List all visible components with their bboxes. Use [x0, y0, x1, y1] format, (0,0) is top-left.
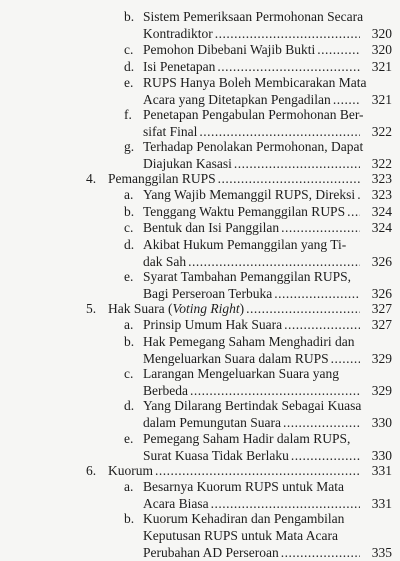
toc-page-number: 329	[371, 351, 392, 366]
toc-marker: a.	[124, 479, 134, 494]
toc-marker: 6.	[86, 463, 97, 478]
toc-page-number: 326	[371, 254, 392, 269]
toc-page-number: 323	[371, 171, 392, 186]
toc-marker: b.	[124, 511, 135, 526]
toc-title-text: Pemohon Dibebani Wajib Bukti	[143, 42, 316, 57]
toc-title-line	[143, 8, 362, 25]
toc-title-line	[108, 170, 362, 187]
toc-marker: a.	[124, 187, 134, 202]
toc-leader-dots	[357, 186, 360, 203]
toc-title-line	[108, 300, 362, 317]
toc-title-line	[143, 74, 367, 91]
toc-marker: d.	[124, 237, 135, 252]
toc-marker: d.	[124, 398, 135, 413]
toc-leader-dots	[347, 203, 360, 220]
toc-title-text: sifat Final	[143, 124, 198, 139]
toc-page-number: 335	[371, 545, 392, 560]
toc-title-line	[143, 316, 362, 333]
toc-subsection	[0, 236, 400, 270]
toc-title-line	[143, 414, 362, 431]
toc-leader-dots	[281, 544, 360, 561]
toc-title-text: Pemegang Saham Hadir dalam RUPS,	[143, 431, 351, 446]
toc-marker: b.	[124, 334, 135, 349]
toc-subsection	[0, 219, 400, 236]
toc-leader-dots	[215, 25, 360, 42]
toc-title-text: Hak Suara (Voting Right)	[108, 301, 245, 316]
toc-page-number: 330	[371, 415, 392, 430]
toc-subsection	[0, 316, 400, 333]
toc-page-number: 320	[371, 42, 392, 57]
toc-title-text: Kuorum	[108, 463, 153, 478]
toc-title-line	[143, 203, 362, 220]
toc-title-text: Yang Wajib Memanggil RUPS, Direksi	[143, 187, 356, 202]
toc-leader-dots	[283, 414, 360, 431]
toc-title-line	[143, 478, 362, 495]
toc-title-line	[143, 186, 362, 203]
toc-page-number: 331	[371, 496, 392, 511]
toc-subsection	[0, 106, 400, 140]
toc-subsection	[0, 430, 400, 464]
toc-marker: e.	[124, 269, 134, 284]
toc-title-line	[108, 462, 362, 479]
toc-title-line	[143, 365, 362, 382]
toc-section	[0, 462, 400, 479]
toc-title-text: Syarat Tambahan Pemanggilan RUPS,	[143, 269, 352, 284]
toc-leader-dots	[155, 462, 360, 479]
toc-page-number: 320	[371, 26, 392, 41]
toc-title-text: Larangan Mengeluarkan Suara yang	[143, 366, 340, 381]
toc-title-line	[143, 219, 362, 236]
toc-title-text: dalam Pemungutan Suara	[143, 415, 281, 430]
toc-title-text: Diajukan Kasasi	[143, 156, 232, 171]
toc-title-line	[143, 58, 362, 75]
toc-title-text: Kontradiktor	[143, 26, 213, 41]
toc-marker: e.	[124, 431, 134, 446]
toc-marker: f.	[124, 107, 132, 122]
toc-page-number: 322	[371, 156, 392, 171]
toc-title-line	[143, 268, 362, 285]
toc-subsection	[0, 186, 400, 203]
toc-title-text: Akibat Hukum Pemanggilan yang Ti-	[143, 237, 347, 252]
toc-subsection	[0, 333, 400, 367]
toc-page-number: 321	[371, 59, 392, 74]
toc-page-number: 324	[371, 204, 392, 219]
toc-page-number: 329	[371, 383, 392, 398]
toc-marker: d.	[124, 59, 135, 74]
toc-page-number: 324	[371, 220, 392, 235]
toc-marker: a.	[124, 317, 134, 332]
toc-title-text: Prinsip Umum Hak Suara	[143, 317, 283, 332]
toc-marker: b.	[124, 204, 135, 219]
toc-title-text: Berbeda	[143, 383, 188, 398]
toc-title-text: Sistem Pemeriksaan Permohonan Secara	[143, 9, 364, 24]
toc-title-line	[143, 397, 362, 414]
toc-subsection	[0, 510, 400, 561]
toc-title-text: Bagi Perseroan Terbuka	[143, 286, 273, 301]
toc-marker: c.	[124, 366, 134, 381]
toc-subsection	[0, 268, 400, 302]
toc-title-text: Bentuk dan Isi Panggilan	[143, 220, 280, 235]
toc-title-text: Acara Biasa	[143, 496, 209, 511]
toc-title-line	[143, 510, 362, 527]
toc-title-line	[143, 106, 362, 123]
toc-title-line	[143, 527, 362, 544]
toc-leader-dots	[284, 316, 360, 333]
toc-section	[0, 300, 400, 317]
toc-title-line	[143, 236, 362, 253]
toc-title-text: Kuorum Kehadiran dan Pengambilan	[143, 511, 345, 526]
toc-title-text: dak Sah	[143, 254, 187, 269]
toc-title-line	[143, 25, 362, 42]
toc-title-text: Yang Dilarang Bertindak Sebagai Kuasa	[143, 398, 362, 413]
toc-page-number: 322	[371, 124, 392, 139]
toc-leader-dots	[218, 170, 360, 187]
toc-page-number: 331	[371, 463, 392, 478]
toc-subsection	[0, 58, 400, 75]
toc-italic-term: Voting Right	[172, 301, 240, 316]
toc-title-text: Keputusan RUPS untuk Mata Acara	[143, 528, 338, 543]
toc-subsection	[0, 41, 400, 58]
toc-page-number: 327	[371, 301, 392, 316]
toc-subsection	[0, 365, 400, 399]
toc-marker: 4.	[86, 171, 97, 186]
toc-title-line	[143, 430, 362, 447]
toc-leader-dots	[217, 58, 360, 75]
toc-leader-dots	[281, 219, 360, 236]
toc-title-text: Besarnya Kuorum RUPS untuk Mata	[143, 479, 344, 494]
toc-marker: b.	[124, 9, 135, 24]
toc-subsection	[0, 397, 400, 431]
toc-title-text: Pemanggilan RUPS	[108, 171, 216, 186]
toc-title-text: Perubahan AD Perseroan	[143, 545, 279, 560]
toc-title-text: Isi Penetapan	[143, 59, 216, 74]
toc-page-number: 323	[371, 187, 392, 202]
toc-page-number: 327	[371, 317, 392, 332]
toc-title-text: Acara yang Ditetapkan Pengadilan	[143, 92, 331, 107]
toc-title-text: Tenggang Waktu Pemanggilan RUPS	[143, 204, 346, 219]
toc-title-line	[143, 138, 362, 155]
toc-leader-dots	[246, 300, 360, 317]
toc-title-text: Penetapan Pengabulan Permohonan Ber-	[143, 107, 364, 122]
toc-marker: c.	[124, 42, 134, 57]
toc-marker: e.	[124, 75, 134, 90]
toc-subsection	[0, 478, 400, 512]
toc-title-line	[143, 333, 362, 350]
toc-page-number: 330	[371, 448, 392, 463]
toc-page-number: 321	[371, 92, 392, 107]
toc-title-text: RUPS Hanya Boleh Membicarakan Mata	[143, 75, 367, 90]
toc-title-line	[143, 544, 362, 561]
toc-subsection	[0, 138, 400, 172]
toc-title-text: Surat Kuasa Tidak Berlaku	[143, 448, 289, 463]
toc-title-text: Mengeluarkan Suara dalam RUPS	[143, 351, 329, 366]
toc-marker: c.	[124, 220, 134, 235]
toc-title-text: Terhadap Penolakan Permohonan, Dapat	[143, 139, 364, 154]
toc-leader-dots	[317, 41, 360, 58]
toc-marker: g.	[124, 139, 135, 154]
toc-section	[0, 170, 400, 187]
toc-title-line	[143, 41, 362, 58]
toc-title-text: Hak Pemegang Saham Menghadiri dan	[143, 334, 355, 349]
toc-subsection	[0, 203, 400, 220]
toc-subsection	[0, 8, 400, 42]
toc-subsection	[0, 74, 400, 108]
toc-page-number: 326	[371, 286, 392, 301]
toc-marker: 5.	[86, 301, 97, 316]
